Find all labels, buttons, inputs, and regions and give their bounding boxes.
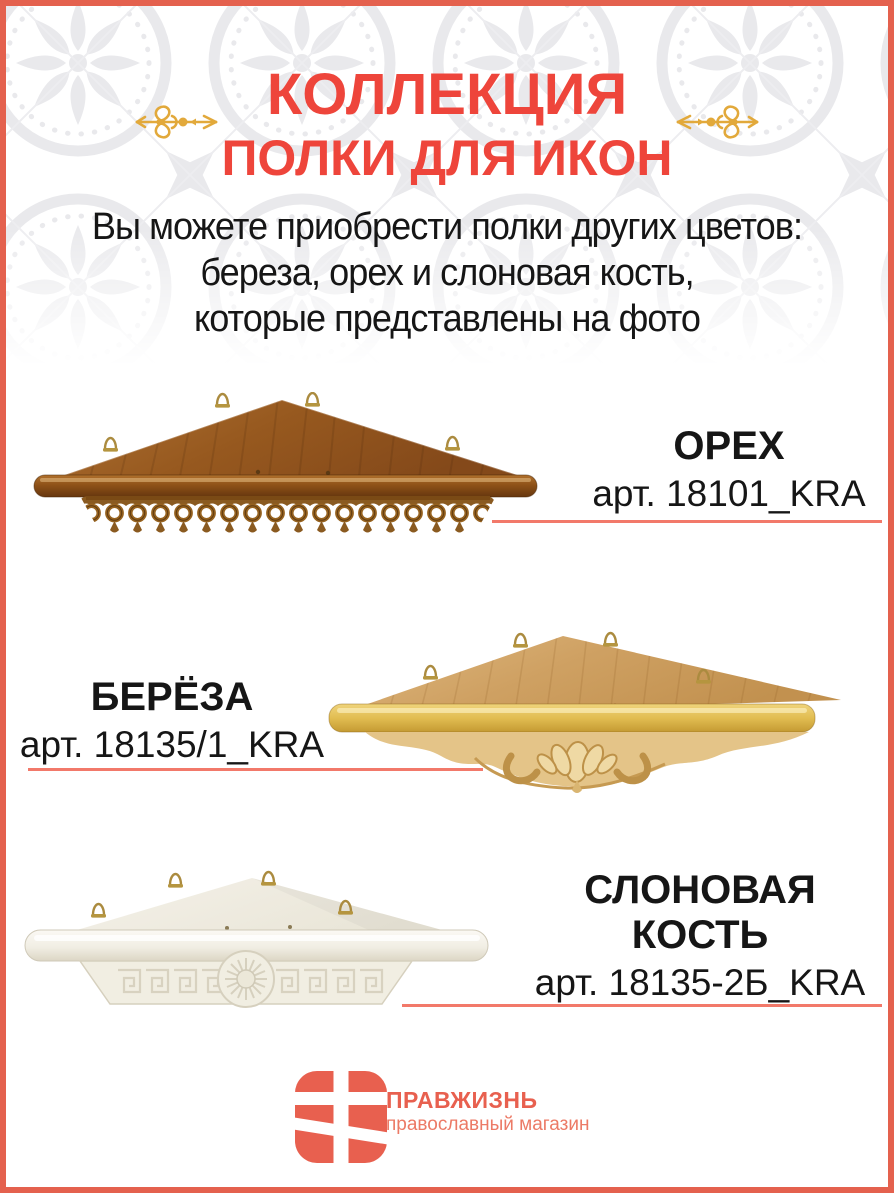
ivory-corner-shelf-photo: [22, 866, 492, 1028]
store-brand-name: ПРАВЖИЗНЬ: [386, 1087, 538, 1113]
product-name: ОРЕХ: [673, 424, 785, 468]
walnut-corner-shelf-photo: [28, 392, 543, 540]
birch-carved-apron: [365, 732, 809, 793]
birch-shelf-front-edge: [329, 704, 815, 732]
product-label-ivory: [520, 868, 880, 1004]
page-subtitle: ПОЛКИ ДЛЯ ИКОН: [221, 130, 673, 186]
intro-line-3: которые представлены на фото: [193, 298, 701, 340]
orthodox-cross-logo-icon: [295, 1071, 387, 1163]
walnut-shelf-front-edge: [34, 475, 537, 497]
product-label-birch: [12, 675, 332, 766]
store-tagline: православный магазин: [386, 1114, 590, 1135]
intro-line-2: береза, орех и слоновая кость,: [200, 252, 694, 294]
gold-flourish-left-icon: [130, 103, 222, 141]
intro-text: [22, 204, 871, 342]
ivory-shelf-top: [50, 878, 464, 938]
product-article: арт. 18101_KRA: [592, 473, 866, 514]
page-title: КОЛЛЕКЦИЯ: [266, 62, 628, 127]
gold-flourish-right-icon: [672, 103, 764, 141]
product-article: арт. 18135/1_KRA: [19, 724, 325, 765]
product-article: арт. 18135-2Б_KRA: [534, 962, 866, 1003]
intro-line-1: Вы можете приобрести полки других цветов:: [91, 206, 803, 248]
walnut-carved-fringe: [80, 496, 496, 536]
walnut-shelf-top: [50, 397, 533, 487]
walnut-underline: [492, 520, 882, 523]
product-name: СЛОНОВАЯ КОСТЬ: [584, 868, 816, 957]
product-name: БЕРЁЗА: [90, 675, 254, 719]
product-label-walnut: [575, 424, 883, 515]
birch-corner-shelf-photo: [325, 630, 850, 802]
store-logo-text: [386, 1086, 589, 1136]
rosette-medallion: [218, 951, 274, 1007]
